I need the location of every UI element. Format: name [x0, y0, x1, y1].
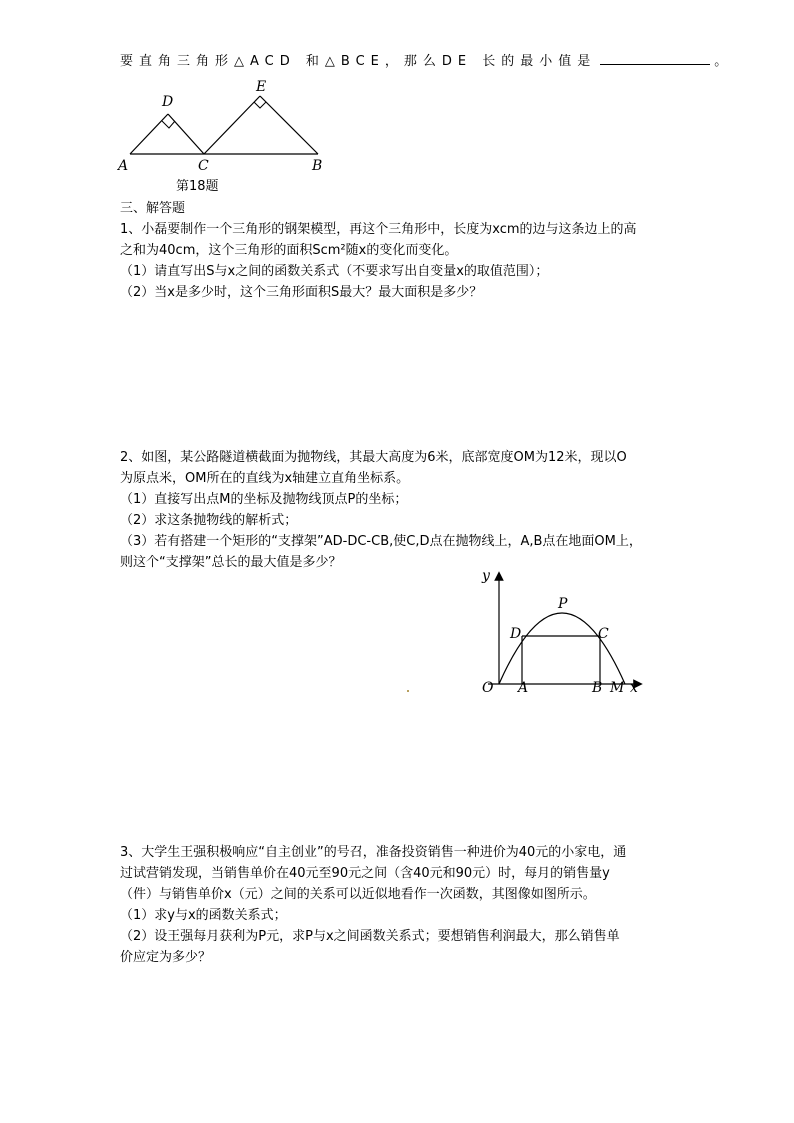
problem3-part1: （1）求y与x的函数关系式；	[120, 908, 287, 923]
parabola-curve	[499, 613, 625, 684]
problem1-part2: （2）当x是多少时，这个三角形面积S最大？最大面积是多少？	[120, 285, 483, 300]
figure-caption: 第18题	[176, 179, 219, 194]
problem2-line2: 为原点米，OM所在的直线为x轴建立直角坐标系。	[120, 471, 410, 486]
right-angle-d	[162, 121, 175, 128]
problem2-part2: （2）求这条抛物线的解析式；	[120, 513, 298, 528]
point-label-a: A	[118, 158, 129, 174]
q18-question	[120, 52, 733, 71]
segment-dc	[168, 114, 204, 154]
q18-figure	[112, 78, 342, 178]
problem3-line2: 过试营销发现，当销售单价在40元至90元之间（含40元和90元）时，每月的销售量y	[120, 866, 610, 881]
point-label-p: P	[558, 596, 568, 612]
right-angle-e	[254, 102, 266, 108]
segment-eb	[260, 96, 318, 154]
problem1-part1: （1）请直写出S与x之间的函数关系式（不要求写出自变量x的取值范围）；	[120, 264, 549, 279]
segment-ce	[204, 96, 260, 154]
point-label-b: B	[312, 158, 323, 174]
section-heading: 三、解答题	[120, 201, 186, 216]
problem3-part3: 价应定为多少？	[120, 950, 212, 965]
axis-label-x: x	[630, 680, 638, 696]
point-label-a: A	[518, 680, 529, 696]
problem2-part1: （1）直接写出点M的坐标及抛物线顶点P的坐标；	[120, 492, 408, 507]
point-label-d: D	[162, 94, 174, 110]
answer-blank[interactable]	[600, 52, 710, 65]
point-label-m: M	[610, 680, 625, 696]
q18-period: 。	[714, 54, 734, 69]
point-label-o: O	[482, 680, 494, 696]
point-label-c: C	[598, 626, 609, 642]
problem3-part2: （2）设王强每月获利为P元，求P与x之间函数关系式；要想销售利润最大，那么销售单	[120, 929, 620, 944]
stray-dot	[407, 690, 409, 692]
point-label-b: B	[592, 680, 603, 696]
segment-ad	[130, 114, 168, 154]
point-label-c: C	[198, 158, 209, 174]
axis-label-y: y	[482, 568, 490, 584]
problem2-line1: 2、如图，某公路隧道横截面为抛物线，其最大高度为6米，底部宽度OM为12米，现以O	[120, 450, 627, 465]
problem3-line3: （件）与销售单价x（元）之间的关系可以近似地看作一次函数，其图像如图所示。	[120, 887, 596, 902]
problem1-line2: 之和为40cm，这个三角形的面积Scm²随x的变化而变化。	[120, 243, 458, 258]
tunnel-parabola-graph	[478, 568, 658, 698]
problem1-line1: 1、小磊要制作一个三角形的钢架模型，再这个三角形中，长度为xcm的边与这条边上的高	[120, 222, 637, 237]
problem2-part4: 则这个“支撑架”总长的最大值是多少？	[120, 555, 342, 570]
point-label-e: E	[256, 79, 267, 95]
q18-text: 要直角三角形△ACD 和△BCE，那么DE 长的最小值是	[120, 54, 597, 69]
problem2-part3: （3）若有搭建一个矩形的“支撑架”AD-DC-CB,使C,D点在抛物线上，A,B点在地面OM上，	[120, 534, 642, 549]
problem3-line1: 3、大学生王强积极响应“自主创业”的号召，准备投资销售一种进价为40元的小家电，通	[120, 845, 627, 860]
point-label-d: D	[510, 626, 522, 642]
